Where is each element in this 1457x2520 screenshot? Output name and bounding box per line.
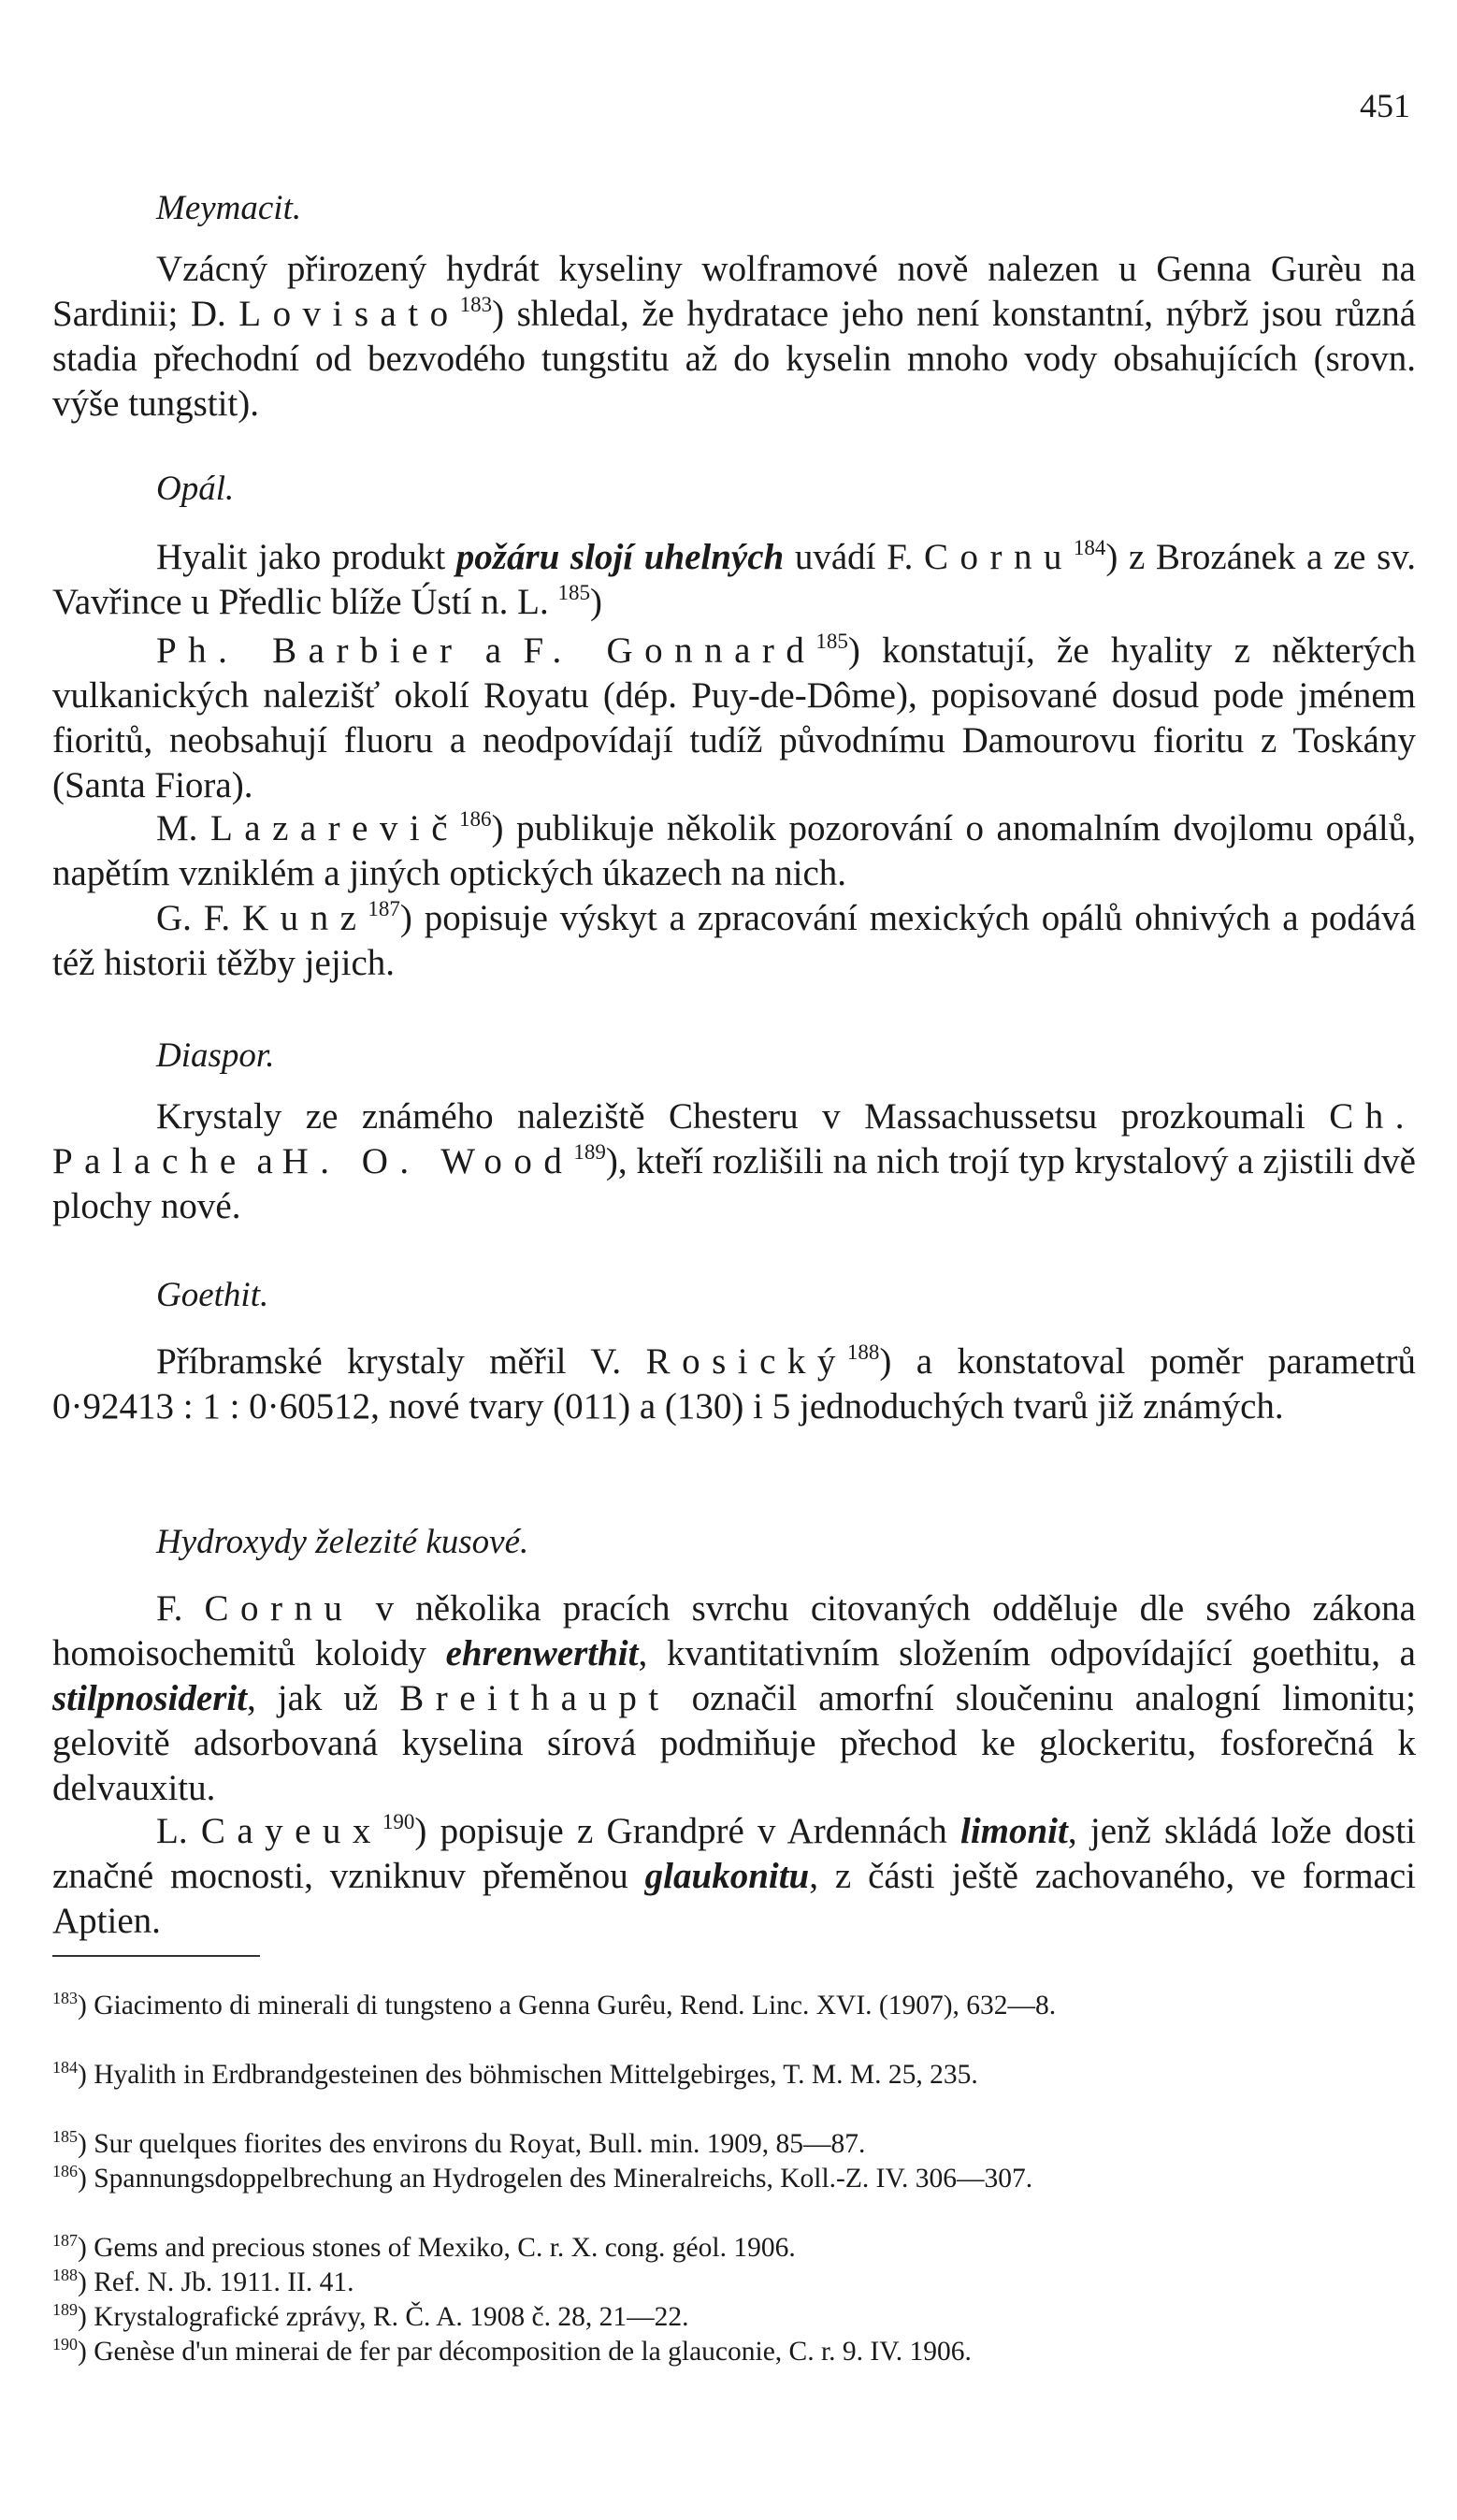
section-opal <box>52 466 1416 513</box>
text: Vzácný přirozený hydrát kyseliny wolframové nově nalezen u Genna Gurèu na Sardinii; D. <box>52 249 1416 334</box>
footnote-number: 183 <box>52 1989 78 2007</box>
footnote-text: ) Gems and precious stones of Mexiko, C. r. X. cong. géol. 1906. <box>78 2233 796 2263</box>
section-diaspor <box>52 1033 1416 1079</box>
footnote-ref: 184 <box>1073 536 1106 559</box>
text: ), kteří rozlišili na nich trojí typ krystalový a zjistili dvě plochy nové. <box>52 1141 1416 1226</box>
emphasis: ehrenwerthit <box>445 1633 639 1673</box>
footnote-text: ) Ref. N. Jb. 1911. II. 41. <box>78 2267 354 2297</box>
text: ) <box>589 582 602 622</box>
footnote <box>52 2335 1416 2369</box>
section-goethit <box>52 1272 1416 1319</box>
paragraph <box>52 247 1416 427</box>
author-name: Kunz <box>241 898 368 938</box>
author-name: Cornu <box>924 537 1074 577</box>
author-name: Cayeux <box>200 1811 382 1851</box>
footnote <box>52 2058 1416 2093</box>
text: a <box>247 1141 282 1181</box>
text: , z části ještě zachovaného, ve formaci Aptien. <box>52 1856 1417 1941</box>
footnote <box>52 2127 1416 2162</box>
section-heading: Diaspor. <box>156 1036 275 1075</box>
footnote-text: ) Hyalith in Erdbrandgesteinen des böhmischen Mittelgebirges, T. M. M. 25, 235. <box>78 2060 978 2090</box>
text: Hyalit jako produkt <box>156 537 456 577</box>
paragraph <box>52 535 1416 625</box>
footnote-ref: 185 <box>815 630 848 653</box>
author-name: Cornu <box>204 1588 354 1629</box>
author-name: Rosický <box>645 1341 847 1382</box>
text: , jak už <box>247 1678 400 1718</box>
footnote-text: ) Krystalografické zprávy, R. Č. A. 1908 č. 28, 21—22. <box>78 2302 689 2332</box>
footnote-text: ) Giacimento di minerali di tungsteno a Genna Gurêu, Rend. Linc. XVI. (1907), 632—8. <box>78 1991 1057 2020</box>
section-meymacit <box>52 185 1416 232</box>
text: M. <box>156 808 210 848</box>
emphasis: limonit <box>959 1811 1068 1851</box>
footnote-number: 187 <box>52 2231 78 2250</box>
footnote <box>52 2162 1416 2196</box>
section-heading: Hydroxydy železité kusové. <box>156 1523 529 1561</box>
paragraph <box>52 1586 1416 1811</box>
text: ) popisuje z Grandpré v Ardennách <box>414 1811 960 1851</box>
page-number: 451 <box>1360 87 1410 124</box>
text: Krystaly ze známého naleziště Chesteru v Massachussetsu prozkoumali <box>156 1096 1330 1137</box>
footnote-number: 190 <box>52 2335 78 2353</box>
section-hydroxydy <box>52 1519 1416 1566</box>
footnote-ref: 186 <box>459 807 492 831</box>
footnote-ref: 183 <box>459 293 493 316</box>
footnote-ref: 189 <box>573 1140 606 1164</box>
paragraph <box>52 1094 1416 1229</box>
paragraph <box>52 896 1416 986</box>
text: G. F. <box>156 898 242 938</box>
footnote-number: 185 <box>52 2127 78 2146</box>
text: ) popisuje výskyt a zpracování mexických opálů ohnivých a podává též historii těžby jejich. <box>52 898 1417 983</box>
text: F. <box>156 1588 205 1629</box>
footnote-number: 189 <box>52 2300 78 2319</box>
footnote <box>52 2266 1416 2300</box>
footnote-text: ) Sur quelques fiorites des environs du Royat, Bull. min. 1909, 85—87. <box>78 2129 866 2159</box>
footnote-ref: 188 <box>846 1340 880 1364</box>
paragraph <box>52 1809 1416 1944</box>
section-heading: Meymacit. <box>156 189 302 227</box>
author-name: Lovisato <box>238 294 460 334</box>
paragraph <box>52 1340 1416 1429</box>
footnote-divider <box>52 1955 260 1957</box>
text: ) a konstatoval poměr parametrů 0·92413 : 1 : 0·60512, nové tvary (011) a (130) i 5 jednoduchých tvarů již známých. <box>52 1341 1416 1427</box>
text: L. <box>156 1811 201 1851</box>
section-heading: Opál. <box>156 470 235 508</box>
footnote <box>52 1989 1416 2023</box>
section-heading: Goethit. <box>156 1276 269 1314</box>
emphasis: požáru slojí uhelných <box>455 537 785 577</box>
text: Příbramské krystaly měřil V. <box>156 1341 646 1382</box>
text: v několika pracích svrchu citovaných odděluje dle svého zákona homoisochemitů koloidy <box>52 1588 1416 1673</box>
footnote <box>52 2231 1416 2266</box>
footnote <box>52 2300 1416 2335</box>
paragraph <box>52 629 1416 808</box>
text: , jenž skládá lože dosti značné mocnosti, vzniknuv přeměnou <box>52 1811 1416 1896</box>
text: ) konstatují, že hyality z některých vulkanických nalezišť okolí Royatu (dép. Puy-de-Dôme), popisované dosud pode jménem fioritů, neobsahují fluoru a neodpovídají tudíž původnímu Damourovu fioritu z Toskány (Santa Fiora). <box>52 630 1416 805</box>
text: označil amorfní sloučeninu analogní limonitu; gelovitě adsorbovaná kyselina sírová podmiňuje přechod ke glockeritu, fosforečná k delvauxitu. <box>52 1678 1416 1808</box>
footnote-number: 188 <box>52 2266 78 2284</box>
text: ) shledal, že hydratace jeho není konstantní, nýbrž jsou různá stadia přechodní od bezvodého tungstitu až do kyselin mnoho vody obsahujících (srovn. výše tungstit). <box>52 294 1416 424</box>
author-name: Lazarevič <box>209 808 460 848</box>
text: ) publikuje několik pozorování o anomalním dvojlomu opálů, napětím vzniklém a jiných optických úkazech na nich. <box>52 808 1416 893</box>
footnote-text: ) Genèse d'un minerai de fer par décomposition de la glauconie, C. r. 9. IV. 1906. <box>78 2337 972 2367</box>
author-name: H. O. Wood <box>281 1141 574 1181</box>
text: ) z Brozánek a ze sv. Vavřince u Předlic blíže Ústí n. L. <box>52 537 1416 622</box>
author-name: Breithaupt <box>399 1678 671 1718</box>
footnote-ref: 190 <box>382 1810 415 1833</box>
author-name: Ch. Palache <box>52 1096 1416 1181</box>
paragraph <box>52 806 1416 896</box>
author-name: F. Gonnard <box>523 630 816 671</box>
footnote-ref: 187 <box>368 897 400 920</box>
text: uvádí F. <box>784 537 925 577</box>
footnote-number: 184 <box>52 2058 78 2077</box>
footnote-number: 186 <box>52 2162 78 2180</box>
author-name: Ph. Barbier <box>156 630 464 671</box>
text: a <box>463 630 524 671</box>
emphasis: stilpnosiderit <box>52 1678 248 1718</box>
footnote-text: ) Spannungsdoppelbrechung an Hydrogelen des Mineralreichs, Koll.-Z. IV. 306—307. <box>78 2164 1033 2194</box>
text: , kvantitativním složením odpovídající goethitu, a <box>638 1633 1416 1673</box>
emphasis: glaukonitu <box>644 1856 810 1896</box>
footnote-ref: 185 <box>557 581 590 604</box>
